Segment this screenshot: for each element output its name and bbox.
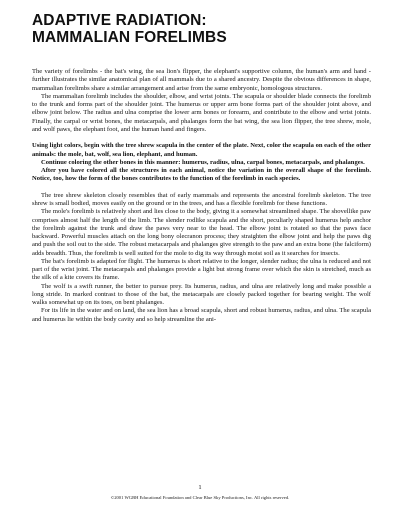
page-number: 1 <box>198 484 202 491</box>
paragraph-tree-shrew: The tree shrew skeleton closely resembles that of early mammals and represents the ancestral forelimb skeleton. The tree shrew is small bodied, moves easily on the ground or in the trees, and has a flexible forelimb for these functions. <box>32 191 371 208</box>
title-line-2: MAMMALIAN FORELIMBS <box>32 29 227 46</box>
paragraph-mole: The mole's forelimb is relatively short and lies close to the body, giving it a somewhat streamlined shape. The shovellike paw comprises almost half the length of the limb. The slender rodlike scapula and the short, peculiarly shaped humerus help anchor the forelimb against the trunk and draw the paws very near to the head. The elbow joint is rotated so that the paws face backward. Powerful muscles attach on the long bony olecranon process; they straighten the elbow joint and help the paws dig and push the soil out to the side. The robust metacarpals and phalanges give strength to the paw and an extra bone (the falciform) adds breadth. Thus, the forelimb is well suited for the mole to dig its way through moist soil as it searches for insects. <box>32 208 371 257</box>
paragraph-bat: The bat's forelimb is adapted for flight. The humerus is short relative to the longer, slender radius; the ulna is reduced and not part of the wrist joint. The metacarpals and phalanges provide a light but strong frame over which the skin is stretched, much as the silk of a kite covers its frame. <box>32 257 371 282</box>
copyright-notice: ©2001 WGBH Educational Foundation and Clear Blue Sky Productions, Inc. All rights reserved. <box>110 495 290 500</box>
instruction-color-bones: Continue coloring the other bones in this manner: humerus, radius, ulna, carpal bones, metacarpals, and phalanges. <box>41 158 365 166</box>
paragraph-sea-lion: For its life in the water and on land, the sea lion has a broad scapula, short and robust humerus, radius, and ulna. The scapula and humerus lie within the body cavity and so help streamline the ani- <box>32 307 371 323</box>
paragraph-forelimb-anatomy: The mammalian forelimb includes the shoulder, elbow, and wrist joints. The scapula or shoulder blade connects the forelimb to the trunk and forms part of the shoulder joint. The humerus or upper arm bone forms part of the shoulder joint above, and elbow joint below. The radius and ulna comprise the lower arm bones or forearm, and contribute to the elbow and wrist joints. Finally, the carpal or wrist bones, the metacarpals, and phalanges form the bat wing, the sea lion flipper, the tree shrew, mole, and wolf paws, the elephant foot, and the human hand and fingers. <box>32 92 371 133</box>
body-text <box>32 68 371 324</box>
page-title <box>32 12 227 46</box>
instruction-color-scapula: Using light colors, begin with the tree shrew scapula in the center of the plate. Next, color the scapula on each of the other animals: the mole, bat, wolf, sea lion, elephant, and human. <box>32 142 371 158</box>
paragraph-wolf: The wolf is a swift runner, the better to pursue prey. Its humerus, radius, and ulna are relatively long and make possible a long stride. In marked contrast to those of the bat, the metacarpals are closely packed together for bearing weight. The wolf walks somewhat up on its toes, on bent phalanges. <box>32 282 371 307</box>
paragraph-intro: The variety of forelimbs - the bat's wing, the sea lion's flipper, the elephant's supportive column, the human's arm and hand - further illustrates the similar anatomical plan of all mammals due to a shared ancestry. Despite the obvious differences in shape, mammalian forelimbs share a similar arrangement and arise from the same embryonic, homologous structures. <box>32 68 371 92</box>
title-line-1: ADAPTIVE RADIATION: <box>32 12 207 29</box>
instruction-notice-variation: After you have colored all the structures in each animal, notice the variation in the overall shape of the forelimb. Notice, too, how the form of the bones contributes to the function of the forelimb in each species. <box>32 167 371 183</box>
